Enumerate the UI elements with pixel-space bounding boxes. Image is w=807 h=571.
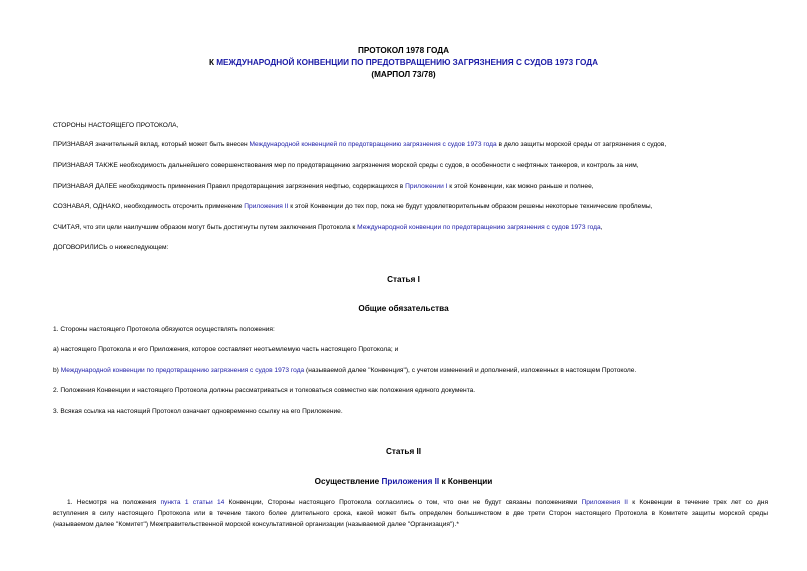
annex-ii-link-2[interactable]: Приложения II <box>381 477 440 486</box>
article-1-item-1: 1. Стороны настоящего Протокола обязуются осуществлять положения: <box>53 326 275 333</box>
article-2-paragraph-1 <box>53 497 768 530</box>
preamble-agreed: ДОГОВОРИЛИСЬ о нижеследующем: <box>53 244 169 251</box>
article-2-line-1: 1. Несмотря на положения пункта 1 статьи 14 Конвенции, Стороны настоящего Протокола согласились о том, что они не будут связаны положениями Приложения II к Конвенции в течение трех лет со дня <box>67 499 768 506</box>
annex-i-link[interactable]: Приложении I <box>405 183 448 190</box>
article-2-subtitle: Осуществление Приложения II к Конвенции <box>314 477 493 486</box>
article-1-item-a: а) настоящего Протокола и его Приложения, которое составляет неотъемлемую часть настоящего Протокола; и <box>53 346 399 353</box>
article-1-title: Статья I <box>387 275 420 284</box>
article-2-line-3: (называемом далее "Комитет") Межправительственной морской консультативной организации (называемой далее "Организация").* <box>53 521 459 528</box>
preamble-considering: СЧИТАЯ, что эти цели наилучшим образом могут быть достигнуты путем заключения Протокола к Международной конвенции по предотвращению загрязнения с судов 1973 года, <box>53 224 603 231</box>
preamble-conscious: СОЗНАВАЯ, ОДНАКО, необходимость отсрочить применение Приложения II к этой Конвенции до тех пор, пока не будут удовлетворительным образом решены некоторые технические проблемы, <box>53 203 653 210</box>
convention-link-3[interactable]: Международной конвенции по предотвращению загрязнения с судов 1973 года <box>60 367 305 374</box>
annex-ii-link[interactable]: Приложения II <box>244 203 289 210</box>
title-prefix: К <box>208 58 217 67</box>
convention-link-2[interactable]: Международной конвенции по предотвращению загрязнения с судов 1973 года <box>357 224 601 231</box>
preamble-recognizing-further: ПРИЗНАВАЯ ДАЛЕЕ необходимость применения Правил предотвращения загрязнения нефтью, содержащихся в Приложении I к этой Конвенции, как можно раньше и полнее, <box>53 183 594 190</box>
article-14-link[interactable]: пункта 1 статьи 14 <box>160 499 225 506</box>
title-line-2 <box>0 57 807 68</box>
article-2-line-2: вступления в силу настоящего Протокола или в течение такого более длительного срока, какой может быть определен большинством в две трети Сторон настоящего Протокола в Комитете защиты морской среды <box>53 510 768 517</box>
article-1-item-b: b) Международной конвенции по предотвращению загрязнения с судов 1973 года (называемой далее "Конвенция"), с учетом изменений и дополнений, изложенных в настоящем Протоколе. <box>53 367 637 374</box>
article-2-title: Статья II <box>385 447 422 456</box>
article-1-item-2: 2. Положения Конвенции и настоящего Протокола должны рассматриваться и толковаться совместно как положения единого документа. <box>53 387 476 394</box>
annex-ii-link-3[interactable]: Приложения II <box>581 499 628 506</box>
title-line-3: (МАРПОЛ 73/78) <box>371 70 436 79</box>
preamble-parties: СТОРОНЫ НАСТОЯЩЕГО ПРОТОКОЛА, <box>53 122 179 129</box>
title-line-1: ПРОТОКОЛ 1978 ГОДА <box>358 46 449 55</box>
article-1-item-3: 3. Всякая ссылка на настоящий Протокол означает одновременно ссылку на его Приложение. <box>53 408 343 415</box>
convention-title-link[interactable]: МЕЖДУНАРОДНОЙ КОНВЕНЦИИ ПО ПРЕДОТВРАЩЕНИЮ ЗАГРЯЗНЕНИЯ С СУДОВ 1973 ГОДА <box>216 58 599 67</box>
article-1-subtitle: Общие обязательства <box>358 304 449 313</box>
convention-link[interactable]: Международной конвенцией по предотвращению загрязнения с судов 1973 года <box>249 141 497 148</box>
preamble-recognizing: ПРИЗНАВАЯ значительный вклад, который может быть внесен Международной конвенцией по предотвращению загрязнения с судов 1973 года в дело защиты морской среды от загрязнения с судов, <box>53 141 667 148</box>
preamble-recognizing-also: ПРИЗНАВАЯ ТАКЖЕ необходимость дальнейшего совершенствования мер по предотвращению загрязнения морской среды с судов, в особенности с нефтяных танкеров, и контроль за ним, <box>53 162 639 169</box>
